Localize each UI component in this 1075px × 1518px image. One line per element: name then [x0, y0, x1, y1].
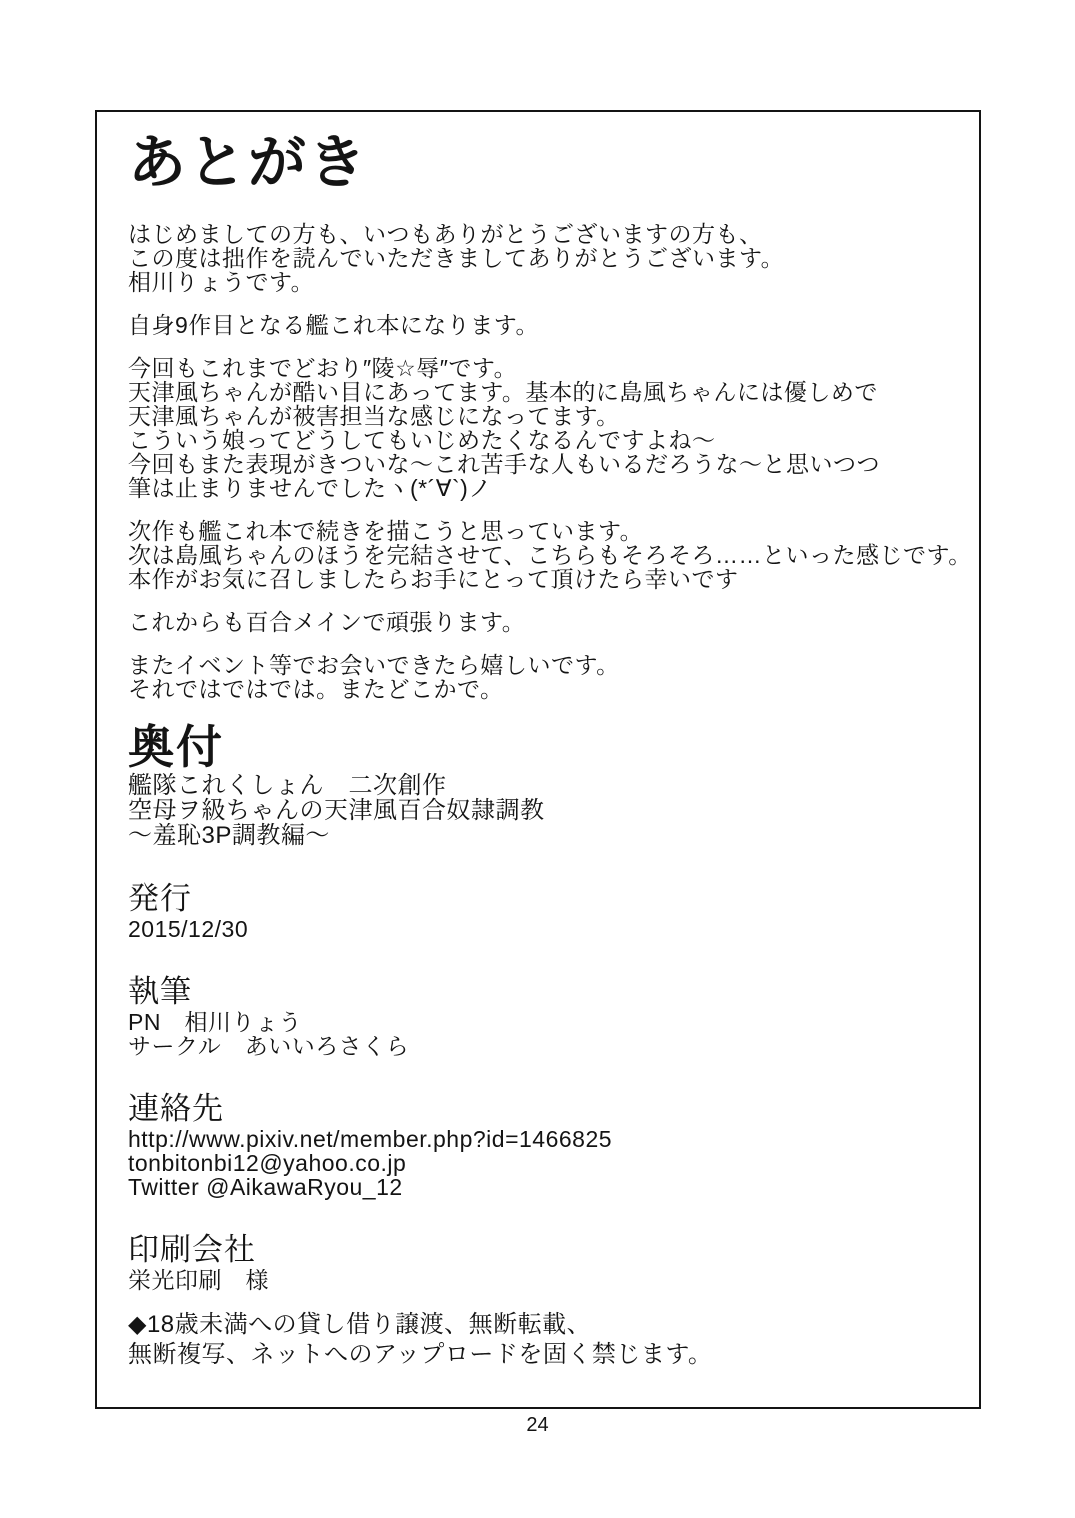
page-border-frame — [95, 110, 981, 1409]
text-line: http://www.pixiv.net/member.php?id=1466825 — [128, 1125, 613, 1152]
text-line: 無断複写、ネットへのアップロードを固く禁じます。 — [128, 1340, 713, 1368]
colophon-section-heading: 発行 — [128, 880, 192, 916]
text-line: 次作も艦これ本で続きを描こうと思っています。 — [128, 517, 644, 544]
paragraph — [128, 653, 963, 701]
text-line: 筆は止まりませんでしたヽ(*´∀`)ノ — [128, 474, 492, 501]
text-line: 今回もこれまでどおり″陵☆辱″です。 — [128, 354, 518, 381]
colophon-sections — [128, 882, 963, 1292]
text-line: ◆18歳未満への貸し借り譲渡、無断転載、 — [128, 1310, 592, 1338]
text-line: PN 相川りょう — [128, 1008, 302, 1035]
text-line: サークル あいいろさくら — [128, 1032, 410, 1059]
paragraph — [128, 222, 963, 294]
text-line: またイベント等でお会いできたら嬉しいです。 — [128, 651, 620, 678]
text-line: 天津風ちゃんが酷い目にあってます。基本的に島風ちゃんには優しめで — [128, 378, 878, 405]
text-line: ～羞恥3P調教編～ — [128, 821, 330, 849]
colophon-work-title — [128, 773, 963, 848]
text-line: tonbitonbi12@yahoo.co.jp — [128, 1149, 407, 1176]
text-line: この度は拙作を読んでいただきましてありがとうございます。 — [128, 244, 785, 271]
colophon-section — [128, 882, 963, 941]
copyright-notice — [128, 1310, 963, 1370]
text-line: それではではでは。またどこかで。 — [128, 675, 504, 702]
text-line: 2015/12/30 — [128, 915, 249, 942]
paragraph — [128, 517, 972, 592]
colophon-section-heading: 執筆 — [128, 973, 192, 1009]
colophon-section-heading: 印刷会社 — [128, 1231, 256, 1267]
colophon-section — [128, 1233, 963, 1292]
text-line: これからも百合メインで頑張ります。 — [128, 608, 526, 635]
text-line: こういう娘ってどうしてもいじめたくなるんですよね～ — [128, 426, 716, 453]
page-content — [97, 112, 979, 1370]
text-line: 相川りょうです。 — [128, 268, 315, 295]
paragraph — [128, 356, 963, 500]
afterword-title: あとがき — [128, 130, 369, 195]
colophon-title: 奥付 — [128, 720, 224, 773]
text-line: 空母ヲ級ちゃんの天津風百合奴隷調教 — [128, 796, 545, 824]
text-line: 艦隊これくしょん 二次創作 — [128, 771, 447, 799]
text-line: 自身9作目となる艦これ本になります。 — [128, 311, 539, 338]
page-number: 24 — [526, 1414, 549, 1436]
paragraph — [128, 313, 963, 337]
text-line: 本作がお気に召しましたらお手にとって頂けたら幸いです — [128, 565, 739, 592]
text-line: 栄光印刷 様 — [128, 1266, 269, 1293]
paragraph — [128, 610, 963, 634]
text-line: はじめましての方も、いつもありがとうございますの方も、 — [128, 220, 763, 247]
text-line: 天津風ちゃんが被害担当な感じになってます。 — [128, 402, 620, 429]
text-line: 次は島風ちゃんのほうを完結させて、こちらもそろそろ……といった感じです。 — [128, 541, 972, 568]
colophon-section-heading: 連絡先 — [128, 1090, 224, 1126]
text-line: Twitter @AikawaRyou_12 — [128, 1173, 403, 1200]
text-line: 今回もまた表現がきついな～これ苦手な人もいるだろうな～と思いつつ — [128, 450, 880, 477]
colophon-section — [128, 1092, 963, 1199]
afterword-paragraphs — [128, 220, 972, 702]
colophon-section — [128, 975, 963, 1058]
